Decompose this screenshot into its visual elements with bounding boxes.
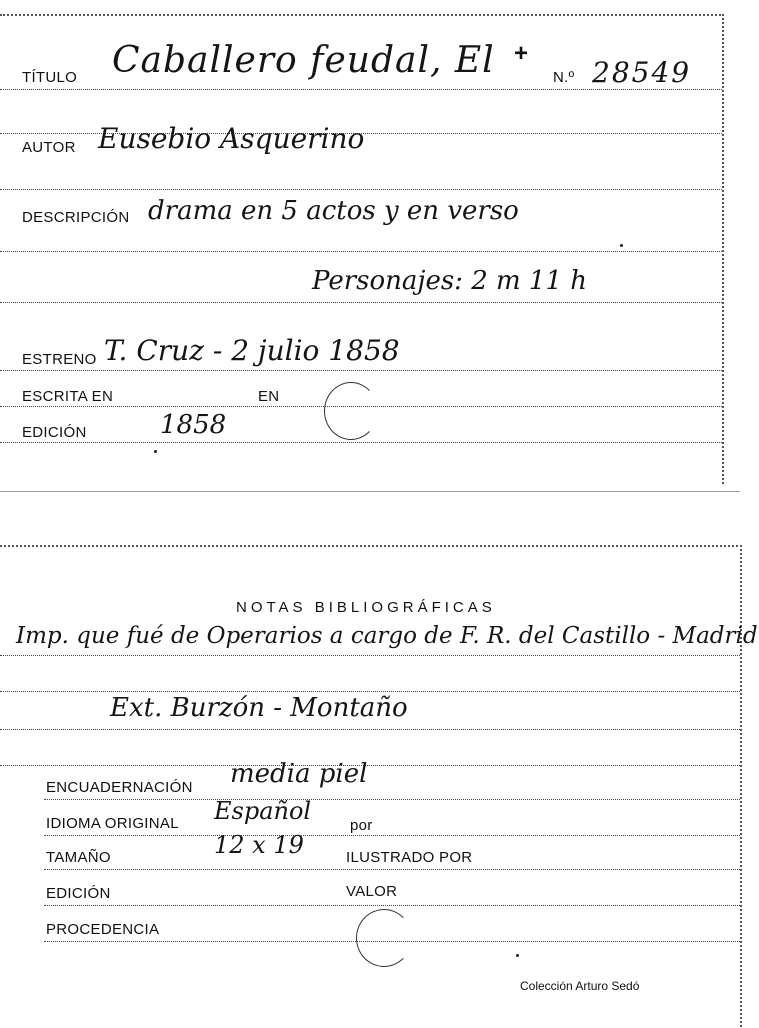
ink-speck <box>620 244 623 247</box>
stamp-circle <box>324 382 378 440</box>
rule-line <box>0 251 722 252</box>
descripcion-label: DESCRIPCIÓN <box>22 209 130 226</box>
rule-line <box>0 442 722 443</box>
tamano-label: TAMAÑO <box>46 849 111 866</box>
descripcion-value: drama en 5 actos y en verso <box>148 196 519 226</box>
notas-bibliograficas-title: NOTAS BIBLIOGRÁFICAS <box>236 599 496 616</box>
rule-line <box>0 765 740 766</box>
estreno-value: T. Cruz - 2 julio 1858 <box>104 334 400 367</box>
titulo-label: TÍTULO <box>22 69 78 86</box>
catalog-card-front <box>0 14 724 484</box>
rule-line <box>0 729 740 730</box>
valor-label: VALOR <box>346 883 398 900</box>
autor-value: Eusebio Asquerino <box>98 122 365 155</box>
encuadernacion-label: ENCUADERNACIÓN <box>46 779 193 796</box>
personajes-value: Personajes: 2 m 11 h <box>312 266 588 296</box>
rule-line <box>44 905 740 906</box>
edicion-label: EDICIÓN <box>22 424 87 441</box>
rule-line <box>0 302 722 303</box>
idioma-original-value: Español <box>214 797 312 825</box>
ink-speck <box>516 954 519 957</box>
edicion-value: 1858 <box>160 410 227 440</box>
edicion-label-back: EDICIÓN <box>46 885 111 902</box>
tamano-value: 12 x 19 <box>214 831 304 859</box>
encuadernacion-value: media piel <box>230 759 368 789</box>
rule-line <box>44 835 740 836</box>
procedencia-label: PROCEDENCIA <box>46 921 160 938</box>
card-separator <box>0 491 740 492</box>
rule-line <box>0 655 740 656</box>
rule-line <box>0 370 722 371</box>
rule-line <box>0 189 722 190</box>
en-label: EN <box>258 388 280 405</box>
notes-line-2: Ext. Burzón - Montaño <box>110 693 408 723</box>
catalog-card-back <box>0 545 758 1027</box>
ilustrado-por-label: ILUSTRADO POR <box>346 849 473 866</box>
numero-value: 28549 <box>592 56 692 89</box>
rule-line <box>0 89 722 90</box>
titulo-value: Caballero feudal, El <box>112 40 495 81</box>
ink-speck <box>154 450 157 453</box>
notes-line-1: Imp. que fué de Operarios a cargo de F. R. del Castillo - Madrid <box>16 623 758 649</box>
autor-label: AUTOR <box>22 139 76 156</box>
rule-line <box>44 869 740 870</box>
cross-mark: + <box>514 40 529 67</box>
escrita-en-label: ESCRITA EN <box>22 388 114 405</box>
collection-credit: Colección Arturo Sedó <box>520 979 640 993</box>
idioma-original-label: IDIOMA ORIGINAL <box>46 815 179 832</box>
rule-line <box>0 691 740 692</box>
estreno-label: ESTRENO <box>22 351 97 368</box>
numero-label: N.º <box>553 69 575 86</box>
rule-line <box>44 799 740 800</box>
stamp-circle <box>356 909 412 967</box>
por-label: por <box>350 817 373 834</box>
